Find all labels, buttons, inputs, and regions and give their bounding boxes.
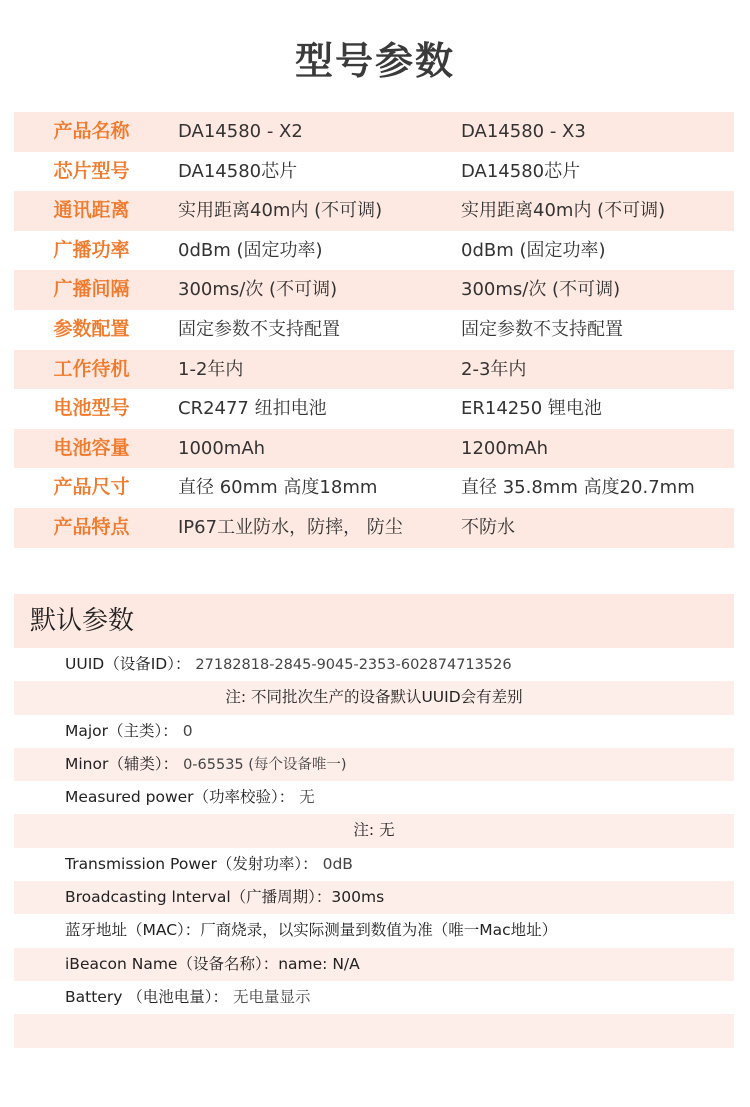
minor-label: Minor（辅类）： (65, 754, 179, 773)
spec-table (14, 112, 734, 548)
spec-row-battery-capacity (14, 429, 734, 469)
param-row-minor (14, 748, 734, 781)
param-row-name (14, 948, 734, 981)
default-params-title: 默认参数 (30, 606, 135, 636)
page-title: 型号参数 (294, 39, 455, 83)
spec-value-x3: 1200mAh (461, 437, 549, 459)
spec-value-x3: 300ms/次 (不可调) (461, 279, 621, 301)
spec-value-x3: 2-3年内 (461, 358, 527, 380)
spec-row-product-name (14, 112, 734, 152)
uuid-label: UUID（设备ID）： (65, 655, 191, 673)
spec-label: 芯片型号 (53, 159, 130, 182)
spec-value-x3: 不防水 (461, 516, 515, 538)
ibeacon-name-text: iBeacon Name（设备名称）：name: N/A (65, 954, 360, 973)
spec-label: 通讯距离 (53, 199, 130, 222)
param-row-uuid (14, 648, 734, 681)
spec-value-x2: IP67工业防水，防摔， 防尘 (178, 516, 403, 538)
default-params-section (14, 594, 734, 1048)
spec-label: 电池型号 (53, 397, 130, 420)
spec-label: 广播间隔 (53, 278, 130, 301)
uuid-note: 注: 不同批次生产的设备默认UUID会有差别 (225, 688, 523, 707)
spec-row-standby (14, 350, 734, 390)
spec-value-x3: ER14250 锂电池 (461, 398, 602, 420)
param-row-uuid-note (14, 681, 734, 714)
spec-row-battery-model (14, 389, 734, 429)
spec-row-range (14, 191, 734, 231)
battery-value: 无电量显示 (232, 987, 311, 1006)
measured-power-value: 无 (299, 788, 315, 807)
spec-value-x2: 实用距离40m内 (不可调) (178, 200, 383, 222)
spec-value-x3: 固定参数不支持配置 (461, 318, 623, 340)
battery-label: Battery （电池电量）： (65, 987, 229, 1006)
spec-value-x2: 0dBm (固定功率) (178, 239, 323, 261)
param-row-interval (14, 881, 734, 914)
param-row-major (14, 715, 734, 748)
spec-value-x3: 直径 35.8mm 高度20.7mm (461, 477, 695, 499)
major-label: Major（主类）： (65, 721, 178, 740)
spec-row-config (14, 310, 734, 350)
param-row-tx-power (14, 848, 734, 881)
tx-power-value: 0dB (322, 854, 353, 873)
spec-value-x2: 300ms/次 (不可调) (178, 279, 338, 301)
spec-label: 广播功率 (53, 238, 130, 261)
major-value: 0 (182, 721, 193, 740)
mac-address-text: 蓝牙地址（MAC）：厂商烧录，以实际测量到数值为准（唯一Mac地址） (65, 921, 558, 940)
spec-label: 产品特点 (53, 515, 130, 538)
spec-value-x2: DA14580 - X2 (178, 121, 303, 142)
spec-value-x2: 固定参数不支持配置 (178, 318, 340, 340)
spec-row-interval (14, 270, 734, 310)
spec-label: 产品尺寸 (53, 476, 130, 499)
spec-value-x2: 1000mAh (178, 437, 266, 459)
spec-row-size (14, 468, 734, 508)
spec-value-x3: DA14580 - X3 (461, 121, 586, 142)
default-params-header (14, 594, 734, 648)
spec-label: 产品名称 (53, 120, 130, 142)
spec-label: 参数配置 (53, 317, 130, 340)
spec-row-power (14, 231, 734, 271)
param-row-measured-note (14, 814, 734, 847)
param-row-blank (14, 1014, 734, 1047)
measured-power-label: Measured power（功率校验）： (65, 788, 295, 807)
spec-row-features (14, 508, 734, 548)
spec-label: 工作待机 (53, 357, 130, 380)
param-row-mac (14, 914, 734, 947)
spec-value-x2: CR2477 纽扣电池 (178, 398, 327, 420)
spec-value-x2: DA14580芯片 (178, 160, 298, 182)
spec-value-x2: 1-2年内 (178, 358, 244, 380)
spec-value-x2: 直径 60mm 高度18mm (178, 477, 378, 499)
measured-power-note: 注: 无 (353, 821, 395, 840)
param-row-battery (14, 981, 734, 1014)
spec-row-chip (14, 152, 734, 192)
uuid-value: 27182818-2845-9045-2353-602874713526 (195, 657, 512, 673)
spec-value-x3: 实用距离40m内 (不可调) (461, 200, 666, 222)
broadcast-interval-text: Broadcasting lnterval（广播周期）：300ms (65, 888, 385, 907)
minor-value: 0-65535 (每个设备唯一) (183, 756, 347, 773)
param-row-measured-power (14, 781, 734, 814)
spec-value-x3: 0dBm (固定功率) (461, 239, 606, 261)
spec-value-x3: DA14580芯片 (461, 160, 581, 182)
spec-label: 电池容量 (53, 436, 130, 459)
tx-power-label: Transmission Power（发射功率）： (65, 854, 318, 873)
